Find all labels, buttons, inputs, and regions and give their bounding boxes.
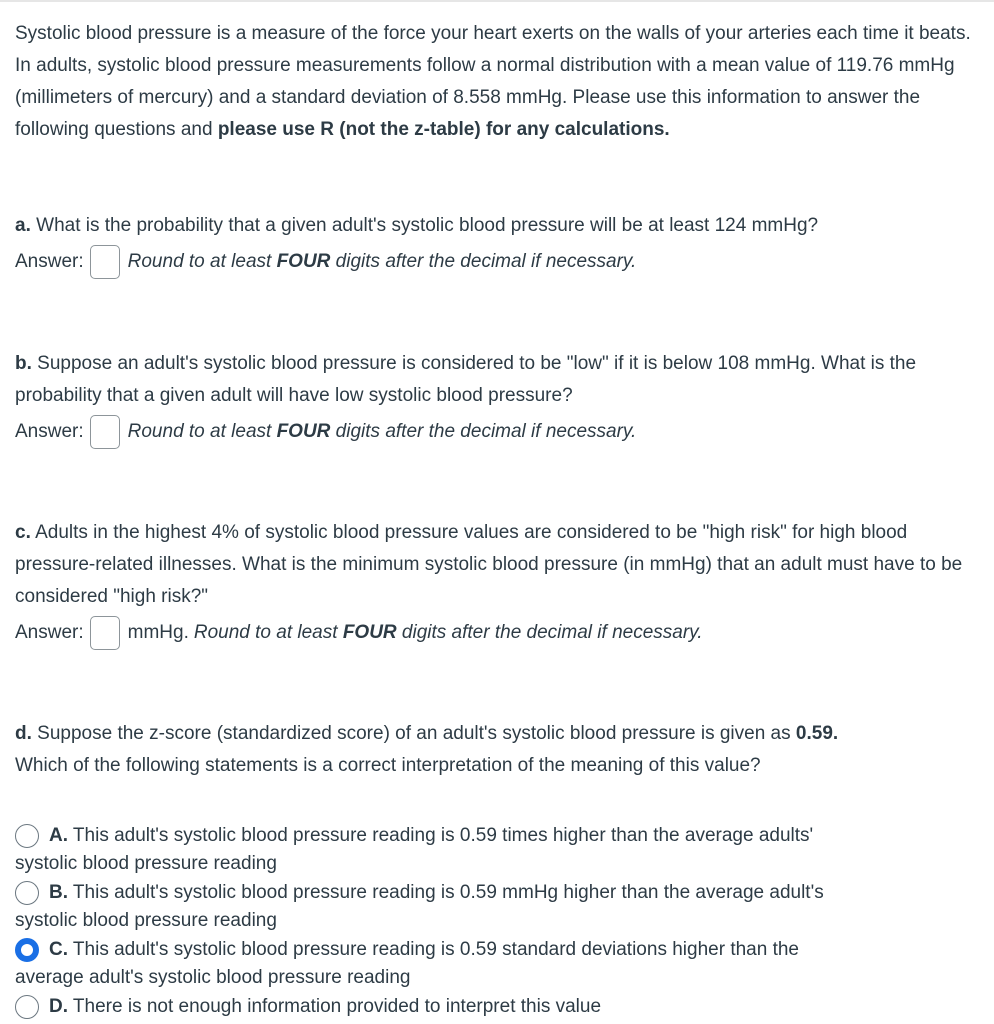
option-b-letter: B. [49,882,68,903]
option-a-text: This adult's systolic blood pressure reading is 0.59 times higher than the average adults' [68,825,814,846]
option-b-text: This adult's systolic blood pressure reading is 0.59 mmHg higher than the average adult's [68,882,824,903]
hint-prefix: Round to at least [127,421,277,442]
part-a-answer-row [15,242,980,282]
hint-suffix: digits after the decimal if necessary. [330,421,637,442]
part-a-letter: a. [15,215,31,236]
part-a-question [15,210,980,242]
hint-bold: FOUR [276,421,331,442]
part-a [15,210,980,282]
option-a-letter: A. [49,825,68,846]
option-b[interactable] [15,879,980,935]
radio-option-b[interactable] [15,881,39,905]
part-d-text: Suppose the z-score (standardized score) of an adult's systolic blood pressure is given as [31,723,796,744]
hint-suffix: digits after the decimal if necessary. [396,622,703,643]
part-c-answer-input[interactable] [90,616,120,650]
top-divider [0,0,994,2]
part-a-text: What is the probability that a given adult's systolic blood pressure will be at least 124 mmHg? [30,215,819,236]
option-d-text: There is not enough information provided to interpret this value [68,996,602,1017]
part-a-answer-input[interactable] [90,245,120,279]
rounding-hint [128,251,637,273]
part-c-unit: mmHg. [127,622,189,643]
part-d-letter: d. [15,723,32,744]
part-b-question [15,348,980,412]
option-c[interactable] [15,936,980,992]
answer-label: Answer: [15,421,84,442]
part-c-text: Adults in the highest 4% of systolic blood pressure values are considered to be "high risk" for high blood pressure-related illnesses. What is the minimum systolic blood pressure (in mmHg) that an adult must have to be considered "high risk?" [15,522,963,607]
intro-text: Systolic blood pressure is a measure of the force your heart exerts on the walls of your arteries each time it beats. In adults, systolic blood pressure measurements follow a normal distribution with a mean value of 119.76 mmHg (millimeters of mercury) and a standard deviation of 8.558 mmHg. Please use this information to answer the following questions and [15,23,971,140]
part-d-options [15,822,980,1021]
option-a-text-cont: systolic blood pressure reading [15,853,277,874]
answer-label: Answer: [15,622,84,643]
part-c-letter: c. [15,522,31,543]
part-b-answer-row [15,412,980,452]
radio-option-d[interactable] [15,995,39,1019]
rounding-hint [128,421,637,443]
hint-bold: FOUR [342,622,397,643]
intro-bold-instruction: please use R (not the z-table) for any calculations. [217,119,670,140]
option-c-text: This adult's systolic blood pressure reading is 0.59 standard deviations higher than the [68,939,799,960]
option-b-text-cont: systolic blood pressure reading [15,910,277,931]
part-c-answer-row [15,613,980,653]
hint-suffix: digits after the decimal if necessary. [330,251,637,272]
part-d [15,718,980,1022]
option-c-letter: C. [49,939,68,960]
option-a[interactable] [15,822,980,878]
hint-prefix: Round to at least [127,251,277,272]
part-b-answer-input[interactable] [90,415,120,449]
option-d-letter: D. [49,996,68,1017]
radio-option-a[interactable] [15,824,39,848]
problem-intro [15,18,980,146]
part-c [15,517,980,653]
part-d-question [15,718,980,782]
hint-bold: FOUR [276,251,331,272]
option-d[interactable] [15,993,980,1021]
answer-label: Answer: [15,251,84,272]
part-d-text-2: Which of the following statements is a correct interpretation of the meaning of this value? [15,755,761,776]
part-c-question [15,517,980,613]
question-content [15,18,980,1017]
radio-option-c-selected[interactable] [15,938,39,962]
part-b-text: Suppose an adult's systolic blood pressure is considered to be "low" if it is below 108 mmHg. What is the probability that a given adult will have low systolic blood pressure? [15,353,917,406]
part-b [15,348,980,452]
part-b-letter: b. [15,353,32,374]
hint-prefix: Round to at least [193,622,343,643]
part-d-z-value: 0.59. [795,723,839,744]
rounding-hint [194,622,703,644]
option-c-text-cont: average adult's systolic blood pressure reading [15,967,411,988]
